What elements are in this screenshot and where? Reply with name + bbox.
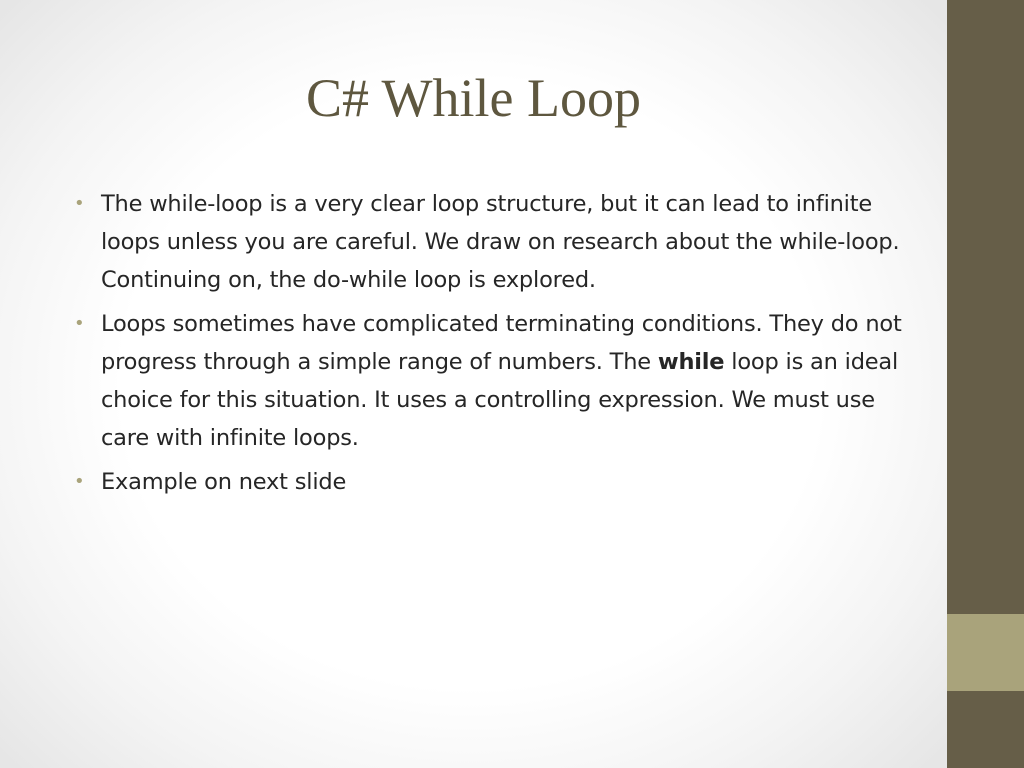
bullet-text-part: loop is an ideal choice for this situation. It uses a controlling expression. We must use care with infinite loops. — [101, 349, 899, 451]
bullet-dot-icon: • — [74, 193, 85, 214]
bullet-keyword: while — [657, 349, 725, 375]
bullet-dot-icon: • — [74, 471, 85, 492]
bullet-item-2 — [74, 305, 904, 457]
slide-title: C# While Loop — [306, 68, 641, 128]
bullet-text: Example on next slide — [101, 469, 347, 495]
bullet-text: The while-loop is a very clear loop structure, but it can lead to infinite loops unless you are careful. We draw on research about the while-loop. Continuing on, the do-while loop is explored. — [101, 191, 900, 293]
bullet-list — [74, 185, 904, 507]
side-accent-block — [947, 614, 1024, 691]
bullet-item-3 — [74, 463, 904, 501]
bullet-dot-icon: • — [74, 313, 85, 334]
bullet-item-1 — [74, 185, 904, 299]
bullet-text-part: Loops sometimes have complicated terminating conditions. They do not progress through a simple range of numbers. The — [101, 311, 902, 375]
